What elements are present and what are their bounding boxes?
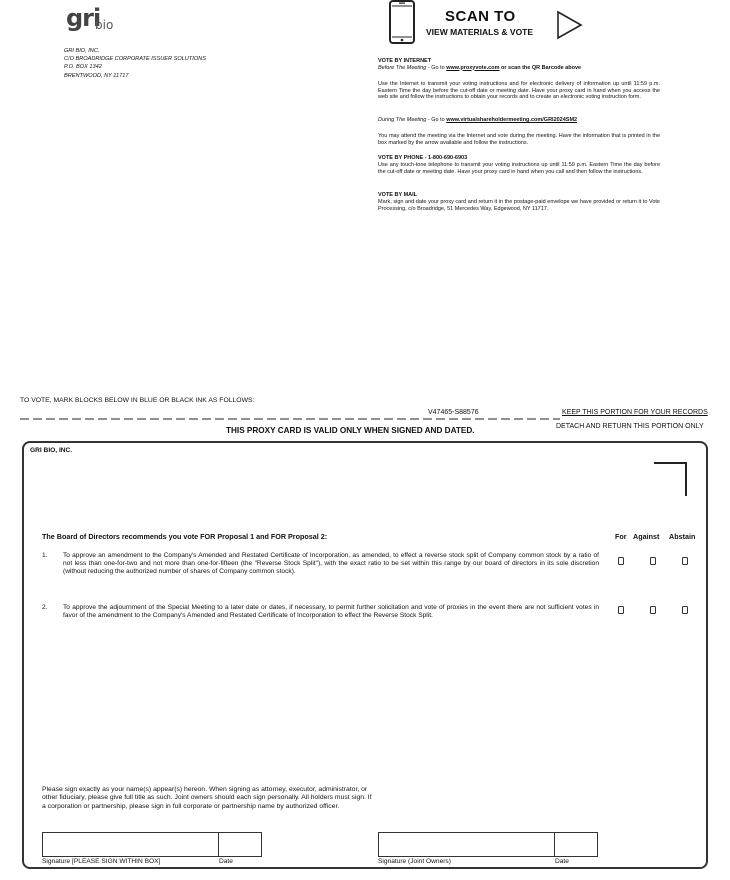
address-line: GRI BIO, INC. (64, 48, 100, 54)
during-meeting-label: During The Meeting (378, 117, 427, 123)
date-box[interactable] (218, 832, 262, 857)
during-body: You may attend the meeting via the Internet and vote during the meeting. Have the information that is printed in the box marked by the arrow available and follow the instructions. (378, 133, 660, 146)
joint-signature-box[interactable] (378, 832, 555, 857)
before-meeting-label: Before The Meeting (378, 64, 427, 71)
proposal-number: 2. (42, 604, 48, 611)
detach-portion-label: DETACH AND RETURN THIS PORTION ONLY (556, 423, 704, 430)
proposal-text: To approve the adjournment of the Special Meeting to a later date or dates, if necessary, to permit further solicitation and vote of proxies in the event there are not sufficient votes in favor of the amendment to the Company's Amended and Restated Certificate of Incorporation to effect the Reverse Stock Split. (63, 604, 599, 619)
before-prefix: - Go to (426, 64, 447, 71)
proposal-1-abstain-checkbox[interactable] (682, 557, 688, 565)
proposal-1-against-checkbox[interactable] (650, 557, 656, 565)
virtual-meeting-link[interactable]: www.virtualshareholdermeeting.com/GRI2024SM2 (446, 117, 578, 123)
control-number: V47465-S88576 (428, 409, 479, 416)
column-abstain: Abstain (669, 532, 696, 541)
address-line: P.O. BOX 1342 (64, 64, 102, 71)
mail-heading (378, 192, 660, 199)
mail-heading-text: VOTE BY MAIL (378, 192, 418, 198)
joint-date-box[interactable] (554, 832, 598, 857)
column-for: For (615, 532, 627, 541)
proxyvote-link[interactable]: www.proxyvote.com (446, 64, 500, 71)
proposal-number: 1. (42, 552, 48, 559)
keep-portion-label: KEEP THIS PORTION FOR YOUR RECORDS (562, 409, 708, 416)
company-logo-sub: bio (95, 18, 114, 32)
scan-title: SCAN TO (445, 8, 516, 25)
vote-internet-section (378, 58, 660, 71)
proposal-2-for-checkbox[interactable] (618, 606, 624, 614)
mail-body: Mark, sign and date your proxy card and return it in the postage-paid envelope we have provided or return it to Vote Processing, c/o Broadridge, 51 Mercedes Way, Edgewood, NY 11717. (378, 199, 660, 212)
phone-heading-text: VOTE BY PHONE - 1-800-690-6903 (378, 155, 468, 161)
during-prefix: - Go to (426, 117, 447, 123)
column-against: Against (633, 532, 660, 541)
scan-subtitle: VIEW MATERIALS & VOTE (426, 27, 534, 37)
return-address (64, 47, 206, 80)
address-line: C/O BROADRIDGE CORPORATE ISSUER SOLUTIONS (64, 56, 206, 63)
corner-mark (654, 462, 687, 496)
internet-body: Use the Internet to transmit your voting instructions and for electronic delivery of information up until 11:59 p.m. Eastern Time the day before the cut-off date or meeting date. Have your proxy card in hand when you access the web site and follow the instructions to obtain your records and to create an electronic voting instruction form. (378, 81, 660, 101)
address-line: BRENTWOOD, NY 11717 (64, 72, 129, 79)
proposal-2-against-checkbox[interactable] (650, 606, 656, 614)
card-company-name: GRI BIO, INC. (30, 447, 73, 454)
date-label: Date (219, 858, 233, 865)
phone-heading (378, 155, 660, 162)
signing-instructions: Please sign exactly as your name(s) appear(s) hereon. When signing as attorney, executor, administrator, or other fiduciary, please give full title as such. Joint owners should each sign personally. All holders must sign. If a corporation or partnership, please sign in full corporate or partnership name by authorized officer. (42, 786, 372, 810)
internet-heading: VOTE BY INTERNET (378, 58, 432, 64)
company-logo: gri (66, 4, 101, 32)
proposal-text: To approve an amendment to the Company's Amended and Restated Certificate of Incorporation, as amended, to effect a reverse stock split of Company common stock by a ratio of not less than one-for-two and not more than one-for-fifteen (the "Reverse Stock Split"), with the exact ratio to be set within this range by our board of directors in its sole discretion (without reducing the authorized number of shares of Company common stock). (63, 552, 599, 575)
during-meeting-line (378, 117, 660, 124)
joint-signature-label: Signature (Joint Owners) (378, 858, 451, 865)
signature-box[interactable] (42, 832, 219, 857)
signature-label: Signature [PLEASE SIGN WITHIN BOX] (42, 858, 161, 865)
valid-notice: THIS PROXY CARD IS VALID ONLY WHEN SIGNED AND DATED. (226, 426, 475, 435)
phone-body: Use any touch-tone telephone to transmit your voting instructions up until 11:59 p.m. Eastern Time the day before the cut-off date or meeting date. Have your proxy card in hand when you call and then follow the instructions. (378, 162, 660, 175)
proposal-1-for-checkbox[interactable] (618, 557, 624, 565)
to-vote-instruction: TO VOTE, MARK BLOCKS BELOW IN BLUE OR BLACK INK AS FOLLOWS: (20, 397, 255, 404)
play-arrow-icon (556, 10, 584, 40)
before-suffix: or scan the QR Barcode above (499, 64, 582, 71)
joint-date-label: Date (555, 858, 569, 865)
board-recommendation: The Board of Directors recommends you vote FOR Proposal 1 and FOR Proposal 2: (42, 532, 328, 541)
phone-icon (389, 0, 415, 44)
proposal-2-abstain-checkbox[interactable] (682, 606, 688, 614)
